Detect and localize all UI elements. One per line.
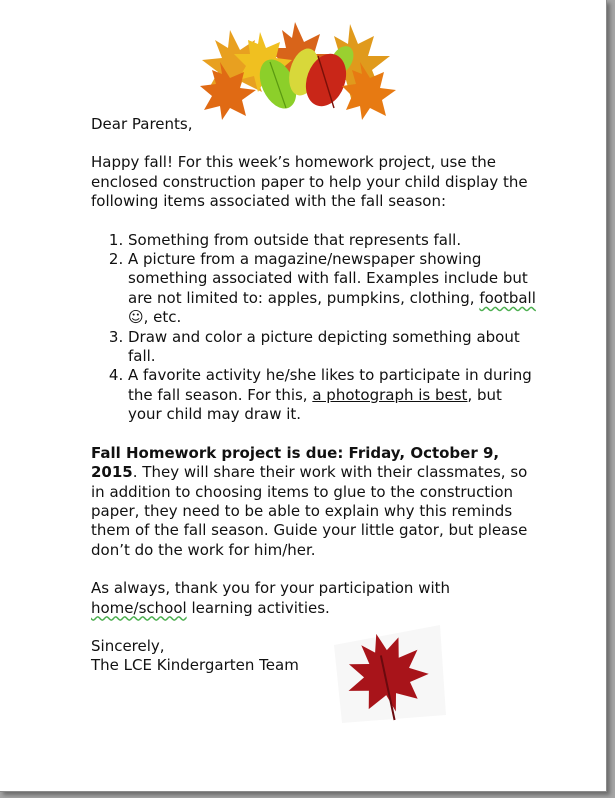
closing: Sincerely, [91,636,165,655]
due-date: Fall Homework project is due: Friday, October 9, 2015 [91,443,500,482]
letter-body [91,115,536,676]
autumn-leaves-image [200,22,400,122]
red-maple-leaf-image [330,625,450,725]
items-list [91,231,536,425]
home-school-link: home/school [91,598,187,617]
due-paragraph: Fall Homework project is due: Friday, October 9, 2015. They will share their work with their classmates, so in addition to choosing items to glue to the construction paper, they need to be able to explain why this reminds them of the fall season. Guide your little gator, but please don’t do the work for him/her. [91,443,528,559]
thanks-paragraph: As always, thank you for your participation with home/school learning activities. [91,579,451,617]
signature: The LCE Kindergarten Team [91,656,299,675]
photograph-phrase: a photograph is best [312,385,468,404]
list-item: 3. Draw and color a picture depicting something about fall. [128,328,536,367]
list-item: 4. A favorite activity he/she likes to participate in during the fall season. For this, a photograph is best, but your child may draw it. [128,366,536,424]
list-item: 2. A picture from a magazine/newspaper showing something associated with fall. Examples include but are not limited to: apples, pumpkins, clothing, football ☺, etc. [128,250,536,328]
football-word: football [479,288,536,307]
intro-paragraph: Happy fall! For this week’s homework project, use the enclosed construction paper to help your child display the following items associated with the fall season: [91,153,528,211]
greeting: Dear Parents, [91,115,193,133]
list-item: 1. Something from outside that represents fall. [128,231,536,250]
